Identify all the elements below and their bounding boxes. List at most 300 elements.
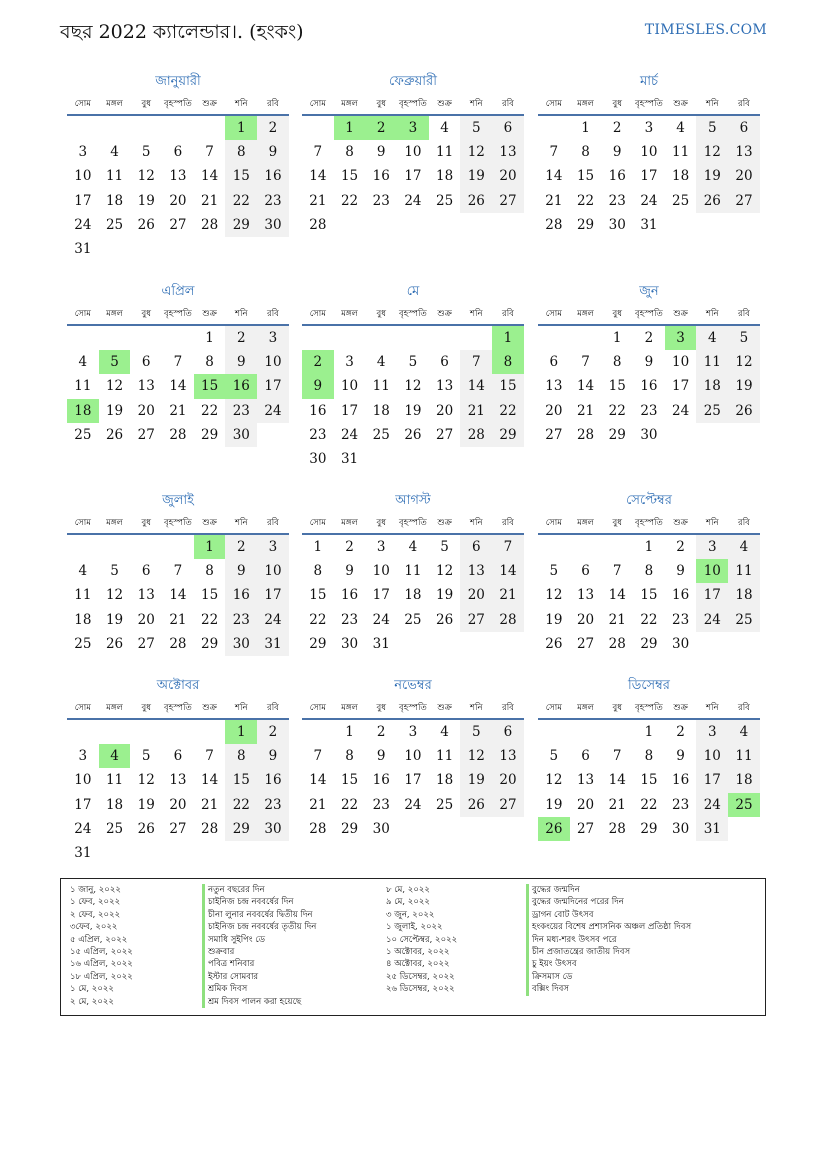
day-cell: 4	[78, 563, 88, 580]
day-cell: 20	[728, 164, 760, 188]
day-cell: 9	[376, 748, 386, 765]
weekday-header: শুক্র	[194, 94, 226, 116]
day-cell: 4	[728, 720, 760, 744]
month-name: সেপ্টেম্বর	[626, 493, 672, 508]
weekday-header: রবি	[492, 513, 524, 535]
day-cell: 23	[372, 192, 390, 209]
month-grid	[67, 698, 289, 865]
day-cell: 18	[404, 587, 422, 604]
day-cell: 11	[105, 772, 124, 789]
day-cell: 3	[257, 326, 289, 350]
holiday-date: ৮ মে, ২০২২	[386, 885, 430, 895]
weekday-header: রবি	[728, 304, 760, 326]
day-cell: 10	[74, 168, 92, 185]
holiday-name: চীন প্রজাতন্ত্রের জাতীয় দিবস	[526, 946, 630, 958]
weekday-header: সোম	[538, 513, 570, 535]
day-cell: 16	[225, 583, 257, 607]
day-cell: 12	[696, 140, 728, 164]
day-cell: 13	[492, 140, 524, 164]
holiday-name: শুক্রবার	[202, 946, 234, 958]
holiday-date: ১ অক্টোবর, ২০২২	[386, 947, 450, 957]
day-cell: 11	[436, 748, 454, 765]
day-cell: 10	[404, 144, 422, 161]
day-cell: 21	[169, 402, 187, 419]
day-cell: 17	[340, 402, 359, 419]
day-cell: 26	[545, 635, 563, 652]
day-cell: 10	[696, 744, 728, 768]
day-cell: 13	[492, 744, 524, 768]
day-cell: 9	[676, 748, 685, 765]
empty-cell	[538, 535, 570, 559]
day-cell: 9	[376, 144, 386, 161]
day-cell: 15	[640, 772, 658, 789]
day-cell: 8	[313, 563, 323, 580]
holiday-day-cell: 1	[492, 326, 524, 350]
day-cell: 12	[105, 378, 124, 395]
day-cell: 2	[376, 724, 386, 740]
weekday-header: শনি	[225, 698, 257, 720]
day-cell: 24	[640, 192, 658, 209]
holiday-name: চু ইয়ং উৎসব	[526, 958, 577, 970]
day-cell: 31	[257, 632, 289, 656]
day-cell: 20	[169, 192, 187, 209]
day-cell: 3	[78, 144, 88, 161]
day-cell: 11	[74, 378, 92, 395]
month-name: ডিসেম্বর	[628, 678, 670, 693]
day-cell: 4	[376, 354, 386, 371]
day-cell: 6	[440, 354, 449, 371]
weekday-header: শনি	[460, 304, 492, 326]
day-cell: 18	[105, 796, 124, 813]
holiday-name: বুদ্ধের জন্মদিন	[526, 884, 580, 896]
day-cell: 25	[74, 426, 92, 443]
weekday-header: সোম	[538, 698, 570, 720]
holiday-name: শ্রম দিবস পালন করা হয়েছে	[202, 996, 301, 1008]
day-cell: 25	[105, 820, 124, 837]
empty-cell	[601, 535, 633, 559]
day-cell: 15	[608, 378, 626, 395]
day-cell: 13	[460, 559, 492, 583]
day-cell: 21	[460, 399, 492, 423]
day-cell: 27	[545, 426, 563, 443]
day-cell: 28	[309, 216, 327, 233]
weekday-header: সোম	[302, 513, 334, 535]
weekday-header: শনি	[696, 698, 728, 720]
day-cell: 19	[545, 796, 563, 813]
holiday-name: পবিত্র শনিবার	[202, 958, 254, 970]
day-cell: 31	[74, 844, 92, 861]
holiday-day-cell: 3	[665, 326, 697, 350]
day-cell: 19	[137, 192, 155, 209]
holiday-day-cell: 8	[492, 350, 524, 374]
day-cell: 2	[644, 330, 654, 346]
weekday-header: সোম	[67, 513, 99, 535]
holiday-day-cell: 15	[194, 374, 226, 398]
weekday-header: বৃহস্পতি	[633, 94, 665, 116]
month-name: এপ্রিল	[161, 284, 195, 299]
day-cell: 20	[492, 164, 524, 188]
empty-cell	[538, 116, 570, 140]
day-cell: 30	[225, 632, 257, 656]
day-cell: 17	[672, 378, 690, 395]
day-cell: 29	[640, 635, 658, 652]
weekday-header: সোম	[538, 304, 570, 326]
day-cell: 24	[696, 608, 728, 632]
day-cell: 9	[345, 563, 354, 580]
day-cell: 27	[460, 608, 492, 632]
day-cell: 29	[576, 216, 595, 233]
day-cell: 10	[257, 350, 289, 374]
day-cell: 7	[173, 563, 183, 580]
month-grid	[302, 304, 524, 471]
day-cell: 12	[545, 772, 563, 789]
day-cell: 28	[309, 820, 327, 837]
day-cell: 13	[728, 140, 760, 164]
day-cell: 20	[169, 796, 187, 813]
day-cell: 4	[78, 354, 88, 371]
day-cell: 24	[404, 796, 422, 813]
day-cell: 2	[676, 724, 685, 740]
weekday-header: মঙ্গল	[99, 513, 131, 535]
weekday-header: শুক্র	[665, 304, 697, 326]
day-cell: 12	[545, 587, 563, 604]
day-cell: 22	[340, 796, 359, 813]
day-cell: 6	[549, 354, 559, 371]
holiday-date: ৫ এপ্রিল, ২০২২	[70, 934, 128, 945]
day-cell: 6	[581, 563, 590, 580]
empty-cell	[99, 535, 131, 559]
day-cell: 10	[672, 354, 690, 371]
weekday-header: বুধ	[365, 698, 397, 720]
empty-cell	[67, 720, 99, 744]
holiday-name: ড্রাগন বোট উৎসব	[526, 909, 594, 921]
day-cell: 27	[492, 793, 524, 817]
day-cell: 14	[608, 587, 626, 604]
empty-cell	[601, 720, 633, 744]
day-cell: 12	[105, 587, 124, 604]
holiday-day-cell: 1	[225, 720, 257, 744]
day-cell: 16	[672, 587, 690, 604]
day-cell: 23	[372, 796, 390, 813]
empty-cell	[334, 326, 366, 350]
day-cell: 10	[257, 559, 289, 583]
day-cell: 12	[436, 563, 454, 580]
day-cell: 13	[436, 378, 454, 395]
weekday-header: শুক্র	[194, 698, 226, 720]
day-cell: 29	[492, 423, 524, 447]
day-cell: 26	[460, 793, 492, 817]
empty-cell	[67, 535, 99, 559]
day-cell: 20	[460, 583, 492, 607]
day-cell: 23	[257, 189, 289, 213]
day-cell: 19	[728, 374, 760, 398]
weekday-header: সোম	[302, 304, 334, 326]
month-name: জুলাই	[162, 493, 194, 508]
page-title: বছর 2022 ক্যালেন্ডার।. (হংকং)	[60, 21, 304, 43]
day-cell: 25	[404, 611, 422, 628]
empty-cell	[302, 720, 334, 744]
weekday-header: শুক্র	[429, 513, 461, 535]
weekday-header: শনি	[696, 304, 728, 326]
day-cell: 5	[460, 116, 492, 140]
day-cell: 4	[110, 144, 119, 161]
weekday-header: বুধ	[130, 94, 162, 116]
holiday-date: ১ ফেব, ২০২২	[70, 897, 121, 908]
day-cell: 15	[640, 587, 658, 604]
day-cell: 21	[576, 402, 595, 419]
day-cell: 20	[436, 402, 454, 419]
site-name[interactable]: TIMESLES.COM	[644, 22, 767, 38]
day-cell: 26	[728, 399, 760, 423]
day-cell: 16	[340, 587, 359, 604]
day-cell: 15	[225, 164, 257, 188]
day-cell: 23	[309, 426, 327, 443]
weekday-header: সোম	[302, 94, 334, 116]
day-cell: 25	[372, 426, 390, 443]
empty-cell	[130, 116, 162, 140]
month-name: জানুয়ারী	[155, 74, 201, 89]
holiday-name: নতুন বছরের দিন	[202, 884, 265, 896]
empty-cell	[99, 326, 131, 350]
day-cell: 19	[137, 796, 155, 813]
day-cell: 7	[205, 748, 214, 765]
day-cell: 22	[225, 189, 257, 213]
day-cell: 14	[492, 559, 524, 583]
weekday-header: শুক্র	[665, 698, 697, 720]
month-block	[67, 70, 289, 261]
day-cell: 6	[581, 748, 590, 765]
holiday-day-cell: 1	[225, 116, 257, 140]
month-name: ফেব্রুয়ারী	[389, 74, 437, 89]
weekday-header: সোম	[67, 94, 99, 116]
day-cell: 3	[696, 720, 728, 744]
weekday-header: শুক্র	[665, 94, 697, 116]
day-cell: 7	[492, 535, 524, 559]
weekday-header: বৃহস্পতি	[162, 94, 194, 116]
day-cell: 4	[408, 539, 418, 555]
weekday-header: বৃহস্পতি	[633, 304, 665, 326]
day-cell: 11	[105, 168, 124, 185]
month-block	[538, 674, 760, 841]
month-grid	[538, 513, 760, 656]
day-cell: 15	[309, 587, 327, 604]
empty-cell	[194, 116, 226, 140]
weekday-header: রবি	[257, 304, 289, 326]
day-cell: 5	[440, 539, 449, 555]
day-cell: 20	[137, 611, 155, 628]
day-cell: 18	[436, 168, 454, 185]
day-cell: 22	[201, 611, 219, 628]
day-cell: 21	[201, 796, 219, 813]
day-cell: 6	[173, 144, 183, 161]
day-cell: 4	[676, 120, 685, 136]
day-cell: 27	[576, 820, 595, 837]
weekday-header: রবি	[492, 304, 524, 326]
day-cell: 20	[137, 402, 155, 419]
day-cell: 21	[492, 583, 524, 607]
empty-cell	[538, 720, 570, 744]
day-cell: 12	[137, 168, 155, 185]
day-cell: 4	[696, 326, 728, 350]
holiday-date: ২৫ ডিসেম্বর, ২০২২	[386, 971, 455, 982]
holiday-day-cell: 3	[397, 116, 429, 140]
day-cell: 24	[340, 426, 359, 443]
weekday-header: শনি	[225, 94, 257, 116]
day-cell: 5	[696, 116, 728, 140]
day-cell: 16	[608, 168, 626, 185]
weekday-header: বুধ	[601, 513, 633, 535]
month-grid	[67, 513, 289, 656]
day-cell: 20	[576, 611, 595, 628]
holiday-date: ১ জানু, ২০২২	[70, 885, 121, 895]
weekday-header: রবি	[257, 513, 289, 535]
empty-cell	[130, 535, 162, 559]
weekday-header: বৃহস্পতি	[397, 304, 429, 326]
day-cell: 10	[404, 748, 422, 765]
day-cell: 3	[408, 724, 418, 740]
day-cell: 19	[436, 587, 454, 604]
holiday-date: ২ ফেব, ২০২২	[70, 909, 121, 920]
day-cell: 4	[440, 120, 449, 136]
day-cell: 16	[257, 164, 289, 188]
weekday-header: মঙ্গল	[570, 94, 602, 116]
day-cell: 7	[612, 563, 622, 580]
weekday-header: শনি	[460, 513, 492, 535]
day-cell: 15	[340, 772, 359, 789]
day-cell: 1	[205, 330, 214, 346]
empty-cell	[460, 326, 492, 350]
month-name: মার্চ	[639, 74, 658, 89]
month-grid	[302, 698, 524, 841]
day-cell: 18	[372, 402, 390, 419]
holiday-name: বক্সিং দিবস	[526, 983, 569, 995]
weekday-header: শুক্র	[429, 94, 461, 116]
day-cell: 23	[640, 402, 658, 419]
day-cell: 19	[545, 611, 563, 628]
day-cell: 18	[696, 374, 728, 398]
month-name: আগস্ট	[395, 493, 431, 508]
day-cell: 1	[612, 330, 622, 346]
weekday-header: বুধ	[130, 698, 162, 720]
day-cell: 25	[436, 796, 454, 813]
day-cell: 12	[460, 140, 492, 164]
day-cell: 3	[696, 535, 728, 559]
empty-cell	[162, 326, 194, 350]
day-cell: 3	[644, 120, 654, 136]
day-cell: 4	[440, 724, 449, 740]
weekday-header: মঙ্গল	[99, 698, 131, 720]
day-cell: 21	[608, 796, 626, 813]
month-block	[302, 489, 524, 656]
day-cell: 14	[545, 168, 563, 185]
day-cell: 7	[173, 354, 183, 371]
weekday-header: রবি	[492, 698, 524, 720]
day-cell: 6	[492, 116, 524, 140]
empty-cell	[67, 326, 99, 350]
weekday-header: বৃহস্পতি	[397, 513, 429, 535]
day-cell: 25	[74, 635, 92, 652]
empty-cell	[397, 326, 429, 350]
weekday-header: বুধ	[601, 304, 633, 326]
weekday-header: শনি	[696, 513, 728, 535]
weekday-header: বৃহস্পতি	[162, 513, 194, 535]
day-cell: 20	[545, 402, 563, 419]
day-cell: 22	[640, 611, 658, 628]
day-cell: 28	[608, 635, 626, 652]
day-cell: 1	[644, 539, 654, 555]
weekday-header: শনি	[225, 513, 257, 535]
weekday-header: বুধ	[365, 304, 397, 326]
holiday-day-cell: 1	[194, 535, 226, 559]
holiday-date: ৩ জুন, ২০২২	[386, 909, 435, 920]
day-cell: 2	[676, 539, 685, 555]
day-cell: 19	[404, 402, 422, 419]
holiday-day-cell: 26	[538, 817, 570, 841]
day-cell: 3	[345, 354, 354, 371]
day-cell: 18	[672, 168, 690, 185]
day-cell: 29	[340, 820, 359, 837]
day-cell: 15	[201, 587, 219, 604]
weekday-header: সোম	[67, 698, 99, 720]
day-cell: 31	[696, 817, 728, 841]
month-block	[67, 489, 289, 656]
day-cell: 24	[696, 793, 728, 817]
day-cell: 7	[205, 144, 214, 161]
day-cell: 22	[201, 402, 219, 419]
day-cell: 2	[225, 535, 257, 559]
day-cell: 17	[404, 168, 422, 185]
empty-cell	[429, 326, 461, 350]
day-cell: 16	[309, 402, 327, 419]
day-cell: 7	[612, 748, 622, 765]
day-cell: 21	[309, 796, 327, 813]
holiday-name: ক্রিসমাস ডে	[526, 971, 572, 983]
day-cell: 27	[169, 820, 187, 837]
day-cell: 22	[492, 399, 524, 423]
day-cell: 22	[225, 793, 257, 817]
weekday-header: বৃহস্পতি	[162, 304, 194, 326]
weekday-header: রবি	[728, 698, 760, 720]
day-cell: 27	[492, 189, 524, 213]
day-cell: 8	[205, 354, 214, 371]
holiday-name: শ্রমিক দিবস	[202, 983, 247, 995]
day-cell: 16	[672, 772, 690, 789]
weekday-header: বৃহস্পতি	[397, 698, 429, 720]
day-cell: 13	[576, 587, 595, 604]
holiday-day-cell: 10	[696, 559, 728, 583]
day-cell: 26	[137, 216, 155, 233]
holiday-date: ১৮ এপ্রিল, ২০২২	[70, 971, 133, 982]
day-cell: 19	[460, 768, 492, 792]
day-cell: 15	[340, 168, 359, 185]
day-cell: 30	[257, 817, 289, 841]
month-grid	[538, 304, 760, 447]
day-cell: 11	[372, 378, 390, 395]
weekday-header: বুধ	[130, 304, 162, 326]
holiday-day-cell: 16	[225, 374, 257, 398]
day-cell: 16	[372, 168, 390, 185]
day-cell: 9	[676, 563, 685, 580]
holiday-date: ৩ফেব, ২০২২	[70, 922, 118, 933]
holiday-date: ১৬ এপ্রিল, ২০২২	[70, 959, 133, 970]
day-cell: 11	[728, 559, 760, 583]
holiday-day-cell: 9	[302, 374, 334, 398]
day-cell: 7	[581, 354, 590, 371]
day-cell: 25	[436, 192, 454, 209]
day-cell: 5	[141, 748, 151, 765]
weekday-header: রবি	[728, 94, 760, 116]
day-cell: 11	[74, 587, 92, 604]
